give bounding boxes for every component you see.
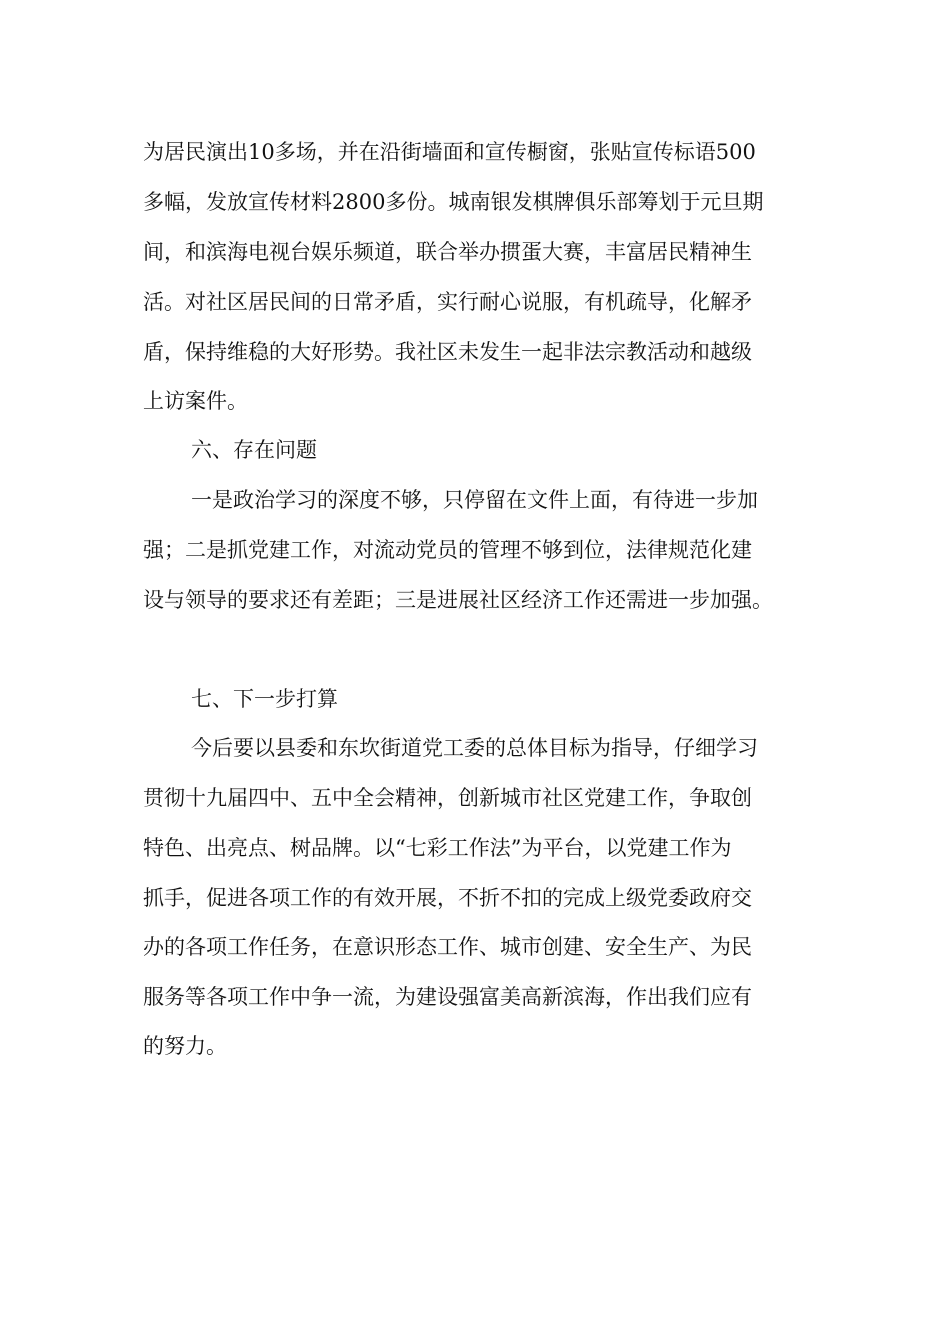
section-heading: 六、存在问题 xyxy=(191,438,317,462)
section-heading: 七、下一步打算 xyxy=(191,687,338,711)
paragraph-line: 间，和滨海电视台娱乐频道，联合举办掼蛋大赛，丰富居民精神生 xyxy=(143,240,752,264)
paragraph-line: 的努力。 xyxy=(143,1034,227,1058)
paragraph-line: 盾，保持维稳的大好形势。我社区未发生一起非法宗教活动和越级 xyxy=(143,340,752,364)
paragraph-line: 设与领导的要求还有差距；三是进展社区经济工作还需进一步加强。 xyxy=(143,588,773,612)
paragraph-line: 特色、出亮点、树品牌。以“七彩工作法”为平台，以党建工作为 xyxy=(143,836,732,860)
paragraph-line: 抓手，促进各项工作的有效开展，不折不扣的完成上级党委政府交 xyxy=(143,886,752,910)
paragraph-line: 贯彻十九届四中、五中全会精神，创新城市社区党建工作，争取创 xyxy=(143,786,752,810)
paragraph-line: 办的各项工作任务，在意识形态工作、城市创建、安全生产、为民 xyxy=(143,935,752,959)
paragraph-line: 服务等各项工作中争一流，为建设强富美高新滨海，作出我们应有 xyxy=(143,985,752,1009)
paragraph-line: 上访案件。 xyxy=(143,389,248,413)
paragraph-line: 强；二是抓党建工作，对流动党员的管理不够到位，法律规范化建 xyxy=(143,538,752,562)
paragraph-line: 活。对社区居民间的日常矛盾，实行耐心说服，有机疏导，化解矛 xyxy=(143,290,752,314)
paragraph-line: 一是政治学习的深度不够，只停留在文件上面，有待进一步加 xyxy=(191,488,758,512)
paragraph-line: 为居民演出10多场，并在沿街墙面和宣传橱窗，张贴宣传标语500 xyxy=(143,140,756,164)
paragraph-line: 今后要以县委和东坎街道党工委的总体目标为指导，仔细学习 xyxy=(191,736,758,760)
paragraph-line: 多幅，发放宣传材料2800多份。城南银发棋牌俱乐部筹划于元旦期 xyxy=(143,190,764,214)
